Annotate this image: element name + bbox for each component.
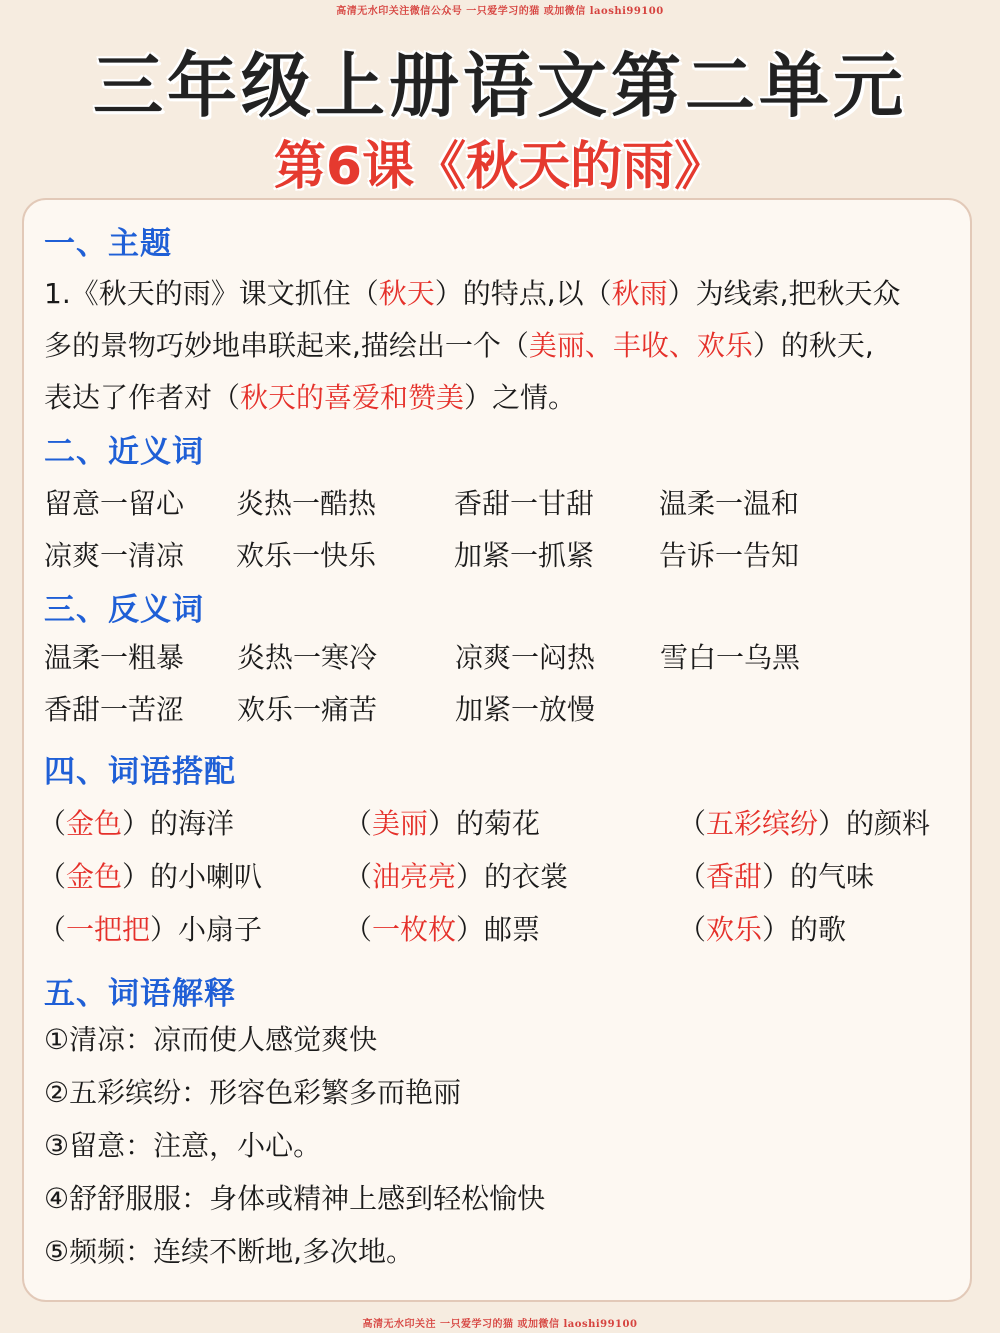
section-heading-collocations: 四、词语搭配 (44, 754, 236, 790)
bracket: ） (122, 807, 151, 840)
word-pair: 炎热一酷热 (236, 487, 377, 520)
bracket: ） (456, 913, 485, 946)
bracket: （ (38, 807, 67, 840)
word-pair: 温柔一粗暴 (44, 641, 185, 674)
content-card (22, 198, 972, 1302)
theme-paragraph (44, 268, 964, 424)
bracket: ） (150, 913, 179, 946)
text: 的小喇叭 (150, 860, 263, 893)
definition-item: ①清凉：凉而使人感觉爽快 (44, 1023, 378, 1056)
bracket: （ (344, 913, 373, 946)
bracket: ） (762, 913, 791, 946)
word-pair: 香甜一甘甜 (454, 487, 595, 520)
answer: 美丽 (372, 807, 429, 840)
answer: 一枚枚 (372, 913, 457, 946)
text: 1.《秋天的雨》课文抓住（ (44, 277, 379, 310)
text: 的海洋 (150, 807, 235, 840)
definition-item: ③留意：注意，小心。 (44, 1129, 322, 1162)
theme-line-2 (44, 320, 964, 372)
text: 的颜料 (846, 807, 931, 840)
text: 小扇子 (178, 913, 263, 946)
word-pair: 凉爽一清凉 (44, 539, 185, 572)
answer: 金色 (66, 807, 123, 840)
bracket: （ (344, 860, 373, 893)
text: 表达了作者对（ (44, 381, 241, 414)
word-pair: 欢乐一快乐 (236, 539, 377, 572)
word-pair: 炎热一寒冷 (237, 641, 378, 674)
section-heading-theme: 一、主题 (44, 226, 172, 262)
collocation-item (678, 802, 930, 842)
collocation-item (344, 908, 540, 948)
answer: 欢乐 (706, 913, 763, 946)
definition-item: ②五彩缤纷：形容色彩繁多而艳丽 (44, 1076, 462, 1109)
bracket: ） (818, 807, 847, 840)
theme-line-3 (44, 372, 964, 424)
answer: 一把把 (66, 913, 151, 946)
word-pair: 加紧一放慢 (455, 693, 596, 726)
text: 多的景物巧妙地串联起来,描绘出一个（ (44, 329, 529, 362)
watermark-top: 高清无水印关注微信公众号 一只爱学习的猫 或加微信 laoshi99100 (336, 6, 664, 17)
bracket: ） (456, 860, 485, 893)
collocation-item (678, 855, 874, 895)
bracket: ） (122, 860, 151, 893)
text: ）为线索,把秋天众 (667, 277, 901, 310)
answer: 秋天的喜爱和赞美 (240, 381, 465, 414)
text: 的歌 (790, 913, 847, 946)
answer: 美丽、丰收、欢乐 (528, 329, 753, 362)
text: ）的特点,以（ (434, 277, 612, 310)
word-pair: 雪白一乌黑 (660, 641, 801, 674)
answer: 五彩缤纷 (706, 807, 819, 840)
section-heading-antonyms: 三、反义词 (44, 592, 204, 628)
watermark-bottom: 高清无水印关注 一只爱学习的猫 或加微信 laoshi99100 (362, 1319, 638, 1330)
answer: 香甜 (706, 860, 763, 893)
collocation-item (38, 802, 234, 842)
definition-item: ⑤频频：连续不断地,多次地。 (44, 1235, 415, 1268)
word-pair: 温柔一温和 (659, 487, 800, 520)
collocation-item (678, 908, 846, 948)
word-pair: 加紧一抓紧 (454, 539, 595, 572)
text: 的气味 (790, 860, 875, 893)
bracket: （ (678, 860, 707, 893)
word-pair: 留意一留心 (44, 487, 185, 520)
collocation-item (38, 855, 262, 895)
text: ）的秋天, (752, 329, 874, 362)
text: ）之情。 (464, 381, 577, 414)
section-heading-definitions: 五、词语解释 (44, 976, 236, 1012)
word-pair: 告诉一告知 (659, 539, 800, 572)
collocation-item (344, 802, 540, 842)
answer: 金色 (66, 860, 123, 893)
bracket: ） (762, 860, 791, 893)
bracket: （ (38, 860, 67, 893)
section-heading-synonyms: 二、近义词 (44, 434, 204, 470)
answer: 油亮亮 (372, 860, 457, 893)
word-pair: 香甜一苦涩 (44, 693, 185, 726)
lesson-title: 第6课《秋天的雨》 (273, 137, 727, 197)
bracket: （ (678, 913, 707, 946)
word-pair: 凉爽一闷热 (455, 641, 596, 674)
bracket: （ (38, 913, 67, 946)
collocation-item (38, 908, 262, 948)
definition-item: ④舒舒服服：身体或精神上感到轻松愉快 (44, 1182, 546, 1215)
theme-line-1 (44, 268, 964, 320)
page-title: 三年级上册语文第二单元 (93, 45, 907, 127)
answer: 秋天 (378, 277, 435, 310)
answer: 秋雨 (611, 277, 668, 310)
text: 邮票 (484, 913, 541, 946)
bracket: （ (344, 807, 373, 840)
text: 的衣裳 (484, 860, 569, 893)
bracket: ） (428, 807, 457, 840)
collocation-item (344, 855, 568, 895)
bracket: （ (678, 807, 707, 840)
text: 的菊花 (456, 807, 541, 840)
word-pair: 欢乐一痛苦 (237, 693, 378, 726)
